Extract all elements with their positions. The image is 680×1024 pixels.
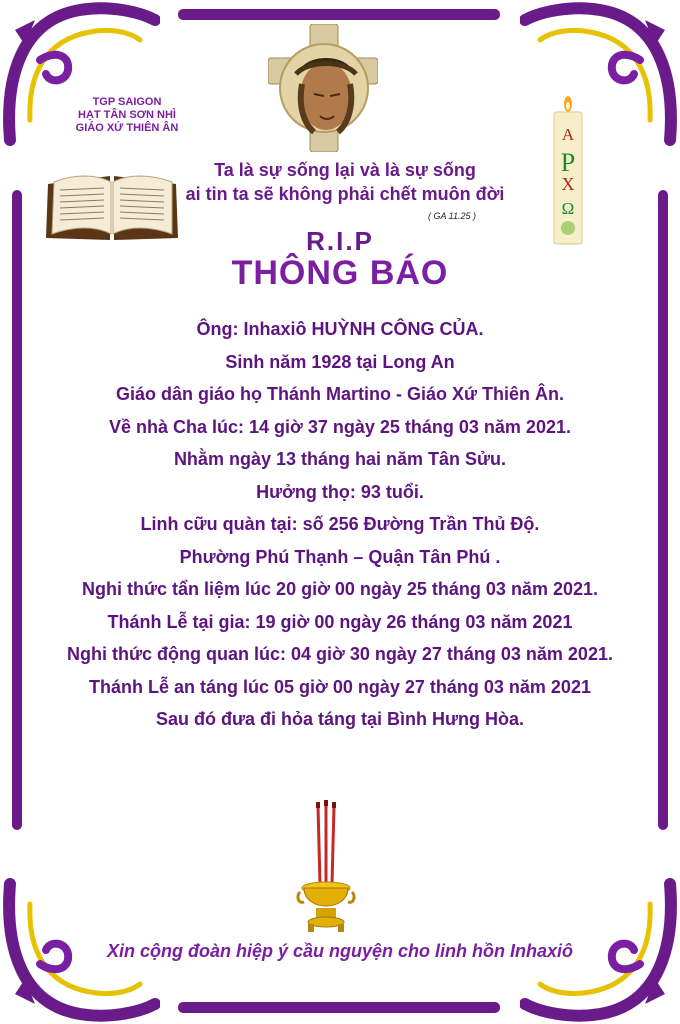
notice-line: Ông: Inhaxiô HUỲNH CÔNG CỦA.: [196, 319, 484, 339]
incense-burner-image: [296, 800, 356, 936]
candle-letter-alpha: A: [561, 125, 575, 144]
scripture-verse-line-1: Ta là sự sống lại và là sự sống: [214, 160, 476, 180]
notice-line: Hưởng thọ: 93 tuổi.: [256, 481, 424, 502]
candle-letter-chi: X: [561, 174, 575, 194]
parish-block: [62, 96, 192, 135]
parish-line: HẠT TÂN SƠN NHÌ: [78, 109, 176, 121]
notice-body: [30, 313, 650, 736]
corner-ornament-top-right: [520, 0, 680, 150]
frame-bottom-bar: [178, 1002, 500, 1013]
notice-line: Giáo dân giáo họ Thánh Martino - Giáo Xứ Thiên Ân.: [115, 384, 565, 404]
parish-line: TGP SAIGON: [92, 96, 162, 108]
notice-line: Linh cữu quàn tại: số 256 Đường Trần Thủ Độ.: [140, 514, 540, 534]
notice-line: Thánh Lễ an táng lúc 05 giờ 00 ngày 27 tháng 03 năm 2021: [89, 676, 591, 697]
notice-line: Nghi thức tẩn liệm lúc 20 giờ 00 ngày 25 tháng 03 năm 2021.: [82, 579, 598, 599]
scripture-reference: ( GA 11.25 ): [428, 211, 477, 221]
scripture-verse-line-2: ai tin ta sẽ không phải chết muôn đời: [185, 184, 505, 204]
rip-heading: R.I.P: [306, 226, 374, 256]
notice-line: Thánh Lễ tại gia: 19 giờ 00 ngày 26 tháng 03 năm 2021: [107, 611, 573, 632]
notice-line: Phường Phú Thạnh – Quận Tân Phú .: [179, 546, 501, 567]
notice-title: THÔNG BÁO: [231, 254, 449, 292]
notice-line: Sau đó đưa đi hỏa táng tại Bình Hưng Hòa.: [155, 709, 525, 729]
christ-crown-of-thorns-image: [268, 24, 378, 152]
candle-letter-rho: P: [560, 148, 576, 177]
notice-line: Nhằm ngày 13 tháng hai năm Tân Sửu.: [173, 449, 507, 469]
parish-line: GIÁO XỨ THIÊN ÂN: [75, 122, 179, 134]
notice-line: Về nhà Cha lúc: 14 giờ 37 ngày 25 tháng 03 năm 2021.: [109, 416, 571, 437]
prayer-request: Xin cộng đoàn hiệp ý cầu nguyện cho linh hồn Inhaxiô: [106, 941, 574, 961]
frame-top-bar: [178, 9, 500, 20]
notice-line: Nghi thức động quan lúc: 04 giờ 30 ngày 27 tháng 03 năm 2021.: [67, 644, 613, 664]
notice-line: Sinh năm 1928 tại Long An: [225, 351, 455, 372]
candle-letter-omega: Ω: [561, 199, 575, 218]
